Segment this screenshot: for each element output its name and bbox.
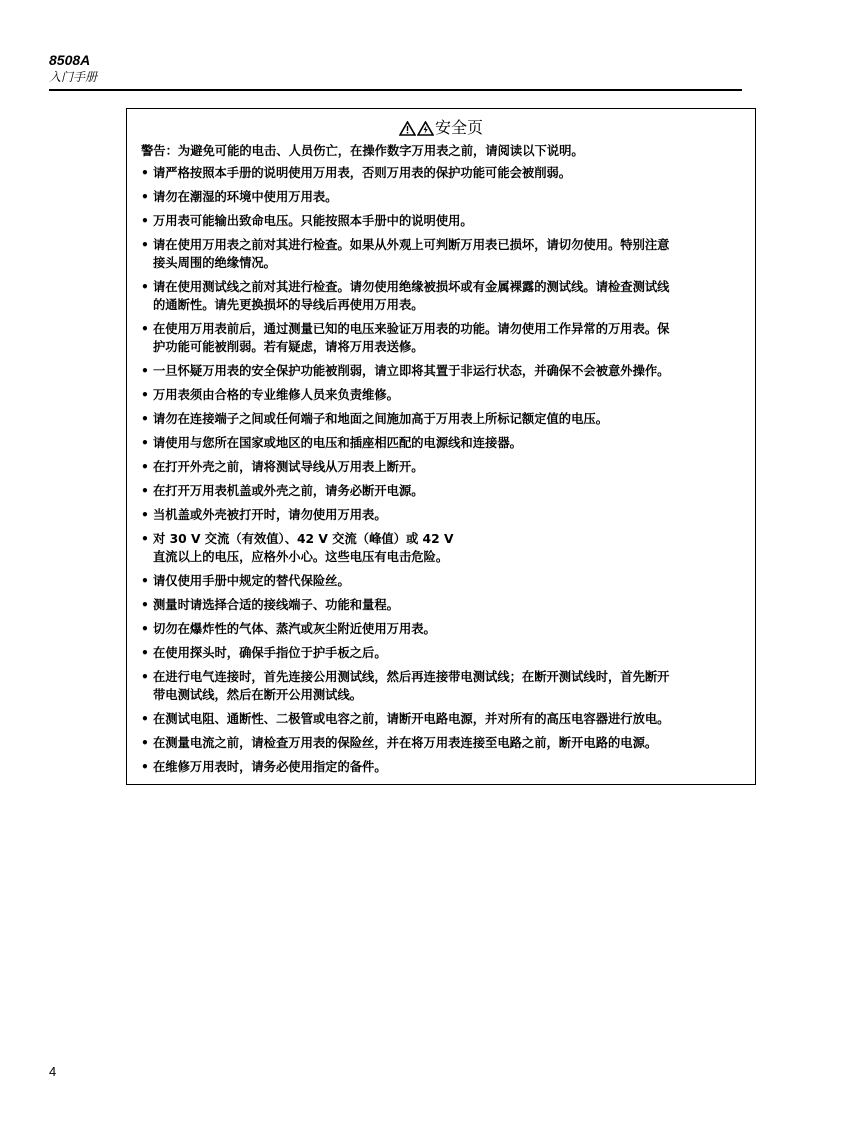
safety-bullet-item bbox=[141, 410, 751, 428]
bullet-dot-icon: • bbox=[141, 508, 149, 522]
bullet-dot-icon: • bbox=[141, 646, 149, 660]
page-header bbox=[49, 52, 97, 85]
safety-bullet-item bbox=[141, 572, 751, 590]
bullet-dot-icon: • bbox=[141, 238, 149, 252]
safety-bullet-item bbox=[141, 236, 751, 272]
bullet-dot-icon: • bbox=[141, 190, 149, 204]
safety-bullet-list bbox=[141, 164, 751, 782]
manual-subtitle: 入门手册 bbox=[49, 70, 98, 84]
bullet-dot-icon: • bbox=[141, 484, 149, 498]
bullet-text-line: 切勿在爆炸性的气体、蒸汽或灰尘附近使用万用表。 bbox=[153, 622, 436, 636]
safety-bullet-item bbox=[141, 758, 751, 776]
page-number: 4 bbox=[49, 1064, 57, 1079]
bullet-text-line: 在测量电流之前，请检查万用表的保险丝，并在将万用表连接至电路之前，断开电路的电源。 bbox=[153, 736, 658, 750]
bullet-text-line: 请严格按照本手册的说明使用万用表，否则万用表的保护功能可能会被削弱。 bbox=[153, 166, 572, 180]
safety-bullet-item bbox=[141, 506, 751, 524]
safety-bullet-item bbox=[141, 644, 751, 662]
safety-page-box bbox=[126, 108, 756, 785]
warning-triangle-icon bbox=[399, 121, 416, 141]
bullet-text-line: 请勿在潮湿的环境中使用万用表。 bbox=[153, 190, 338, 204]
bullet-dot-icon: • bbox=[141, 736, 149, 750]
safety-bullet-item bbox=[141, 530, 751, 566]
header-divider bbox=[49, 89, 742, 91]
bullet-text-line: 在维修万用表时，请务必使用指定的备件。 bbox=[153, 760, 387, 774]
bullet-dot-icon: • bbox=[141, 532, 149, 546]
safety-bullet-item bbox=[141, 434, 751, 452]
bullet-text-line: 一旦怀疑万用表的安全保护功能被削弱，请立即将其置于非运行状态，并确保不会被意外操作。 bbox=[153, 364, 670, 378]
bullet-dot-icon: • bbox=[141, 166, 149, 180]
bullet-text-line: 在打开万用表机盖或外壳之前，请务必断开电源。 bbox=[153, 484, 424, 498]
bullet-dot-icon: • bbox=[141, 388, 149, 402]
safety-bullet-item bbox=[141, 278, 751, 314]
bullet-text-line: 护功能可能被削弱。若有疑虑，请将万用表送修。 bbox=[153, 340, 424, 354]
bullet-text-line: 在使用探头时，确保手指位于护手板之后。 bbox=[153, 646, 387, 660]
safety-bullet-item bbox=[141, 734, 751, 752]
bullet-text-line: 请使用与您所在国家或地区的电压和插座相匹配的电源线和连接器。 bbox=[153, 436, 522, 450]
bullet-text-line: 当机盖或外壳被打开时，请勿使用万用表。 bbox=[153, 508, 387, 522]
warning-intro: 警告：为避免可能的电击、人员伤亡，在操作数字万用表之前，请阅读以下说明。 bbox=[141, 144, 584, 158]
model-name: 8508A bbox=[49, 52, 91, 68]
safety-bullet-item bbox=[141, 458, 751, 476]
safety-bullet-item bbox=[141, 212, 751, 230]
bullet-dot-icon: • bbox=[141, 670, 149, 684]
bullet-dot-icon: • bbox=[141, 364, 149, 378]
bullet-text-line: 请在使用万用表之前对其进行检查。如果从外观上可判断万用表已损坏，请切勿使用。特别注意 bbox=[153, 238, 670, 252]
bullet-text-line: 请仅使用手册中规定的替代保险丝。 bbox=[153, 574, 350, 588]
safety-title bbox=[127, 118, 755, 141]
bullet-text-line: 在进行电气连接时，首先连接公用测试线，然后再连接带电测试线；在断开测试线时，首先断开 bbox=[153, 670, 670, 684]
bullet-text-line: 直流以上的电压，应格外小心。这些电压有电击危险。 bbox=[153, 550, 449, 564]
bullet-dot-icon: • bbox=[141, 622, 149, 636]
bullet-dot-icon: • bbox=[141, 712, 149, 726]
bullet-text-line: 带电测试线，然后在断开公用测试线。 bbox=[153, 688, 363, 702]
safety-bullet-item bbox=[141, 620, 751, 638]
bullet-text-line: 万用表须由合格的专业维修人员来负责维修。 bbox=[153, 388, 399, 402]
bullet-text-line: 测量时请选择合适的接线端子、功能和量程。 bbox=[153, 598, 399, 612]
safety-bullet-item bbox=[141, 596, 751, 614]
safety-bullet-item bbox=[141, 668, 751, 704]
bullet-text-line: 请勿在连接端子之间或任何端子和地面之间施加高于万用表上所标记额定值的电压。 bbox=[153, 412, 608, 426]
bullet-text-line: 请在使用测试线之前对其进行检查。请勿使用绝缘被损坏或有金属裸露的测试线。请检查测试线 bbox=[153, 280, 670, 294]
safety-bullet-item bbox=[141, 362, 751, 380]
bullet-dot-icon: • bbox=[141, 280, 149, 294]
bullet-dot-icon: • bbox=[141, 322, 149, 336]
bullet-text-line: 接头周围的绝缘情况。 bbox=[153, 256, 276, 270]
bullet-dot-icon: • bbox=[141, 460, 149, 474]
safety-bullet-item bbox=[141, 710, 751, 728]
bullet-text-line: 在测试电阻、通断性、二极管或电容之前，请断开电路电源，并对所有的高压电容器进行放电。 bbox=[153, 712, 670, 726]
bullet-dot-icon: • bbox=[141, 412, 149, 426]
safety-bullet-item bbox=[141, 188, 751, 206]
safety-title-text: 安全页 bbox=[434, 118, 483, 137]
safety-bullet-item bbox=[141, 386, 751, 404]
shock-hazard-icon bbox=[417, 121, 434, 141]
bullet-dot-icon: • bbox=[141, 214, 149, 228]
safety-bullet-item bbox=[141, 320, 751, 356]
bullet-text-line: 在使用万用表前后，通过测量已知的电压来验证万用表的功能。请勿使用工作异常的万用表。保 bbox=[153, 322, 670, 336]
bullet-text-line: 的通断性。请先更换损坏的导线后再使用万用表。 bbox=[153, 298, 424, 312]
bullet-text-line: 在打开外壳之前，请将测试导线从万用表上断开。 bbox=[153, 460, 424, 474]
safety-bullet-item bbox=[141, 164, 751, 182]
bullet-text-line: 万用表可能输出致命电压。只能按照本手册中的说明使用。 bbox=[153, 214, 473, 228]
bullet-text-line: 对 30 V 交流（有效值）、42 V 交流（峰值）或 42 V bbox=[153, 532, 454, 546]
bullet-dot-icon: • bbox=[141, 760, 149, 774]
bullet-dot-icon: • bbox=[141, 598, 149, 612]
bullet-dot-icon: • bbox=[141, 574, 149, 588]
safety-bullet-item bbox=[141, 482, 751, 500]
bullet-dot-icon: • bbox=[141, 436, 149, 450]
